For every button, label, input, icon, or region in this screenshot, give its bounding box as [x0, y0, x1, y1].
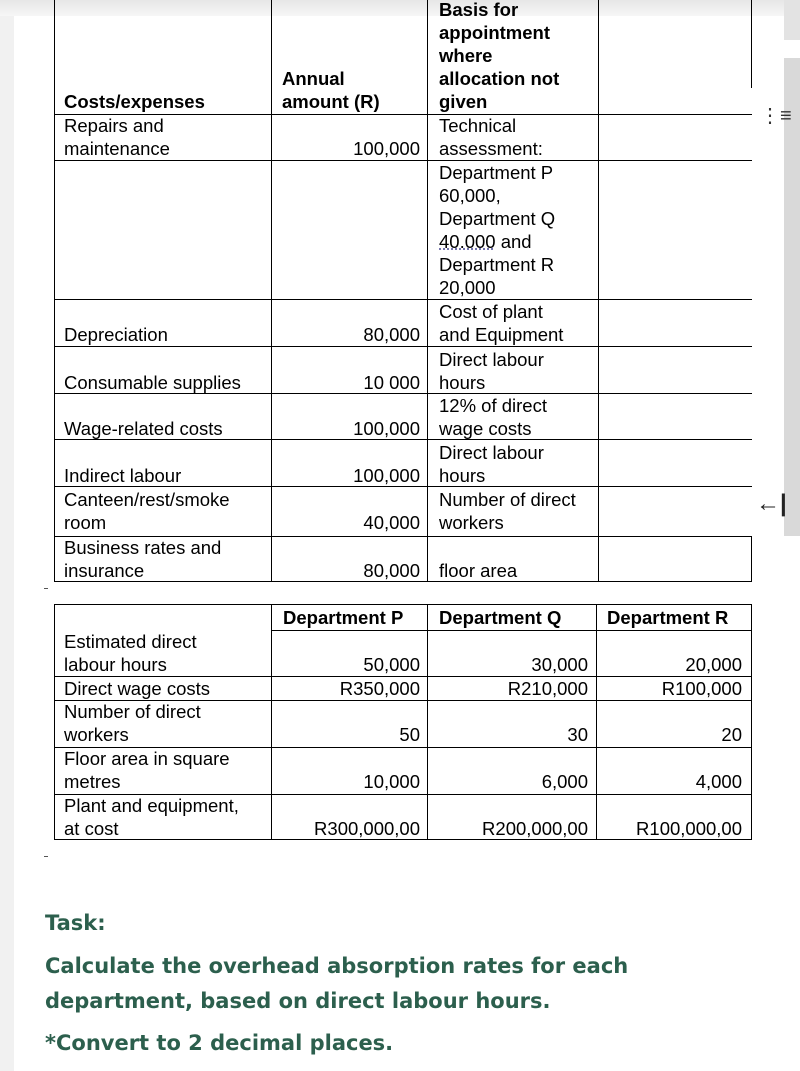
- row-plant-label-1: Plant and equipment,: [64, 795, 239, 816]
- row-workers-label-1: Number of direct: [64, 701, 201, 722]
- header-basis-1: Basis for: [439, 0, 519, 20]
- collapse-left-icon[interactable]: ←|: [756, 490, 787, 517]
- row-consumables-basis-1: Direct labour: [439, 349, 544, 370]
- workers-p: 50: [399, 724, 420, 745]
- task-line-1: Calculate the overhead absorption rates for each: [45, 954, 629, 978]
- row-floor-area-label-1: Floor area in square: [64, 748, 230, 769]
- row-wage-related-basis-2: wage costs: [439, 418, 532, 439]
- row-consumables-basis-2: hours: [439, 372, 486, 393]
- row-canteen-amount: 40,000: [363, 512, 420, 533]
- labour-hours-q: 30,000: [531, 654, 588, 675]
- row-repairs-basis-2: assessment:: [439, 138, 543, 159]
- row-labour-hours-label-2: labour hours: [64, 654, 167, 675]
- row-depreciation-label: Depreciation: [64, 324, 168, 345]
- task-line-2: department, based on direct labour hours.: [45, 989, 551, 1013]
- row-business-rates-basis: floor area: [439, 560, 518, 581]
- header-amount: amount (R): [282, 91, 380, 112]
- row-repairs-basis-1: Technical: [439, 115, 517, 136]
- row-canteen-label-2: room: [64, 512, 107, 533]
- header-basis-2: appointment: [439, 22, 550, 43]
- header-basis-3: where: [439, 45, 493, 66]
- header-basis-5: given: [439, 91, 488, 112]
- row-business-rates-amount: 80,000: [363, 560, 420, 581]
- table-marker: [44, 588, 48, 589]
- row-depreciation-basis-1: Cost of plant: [439, 301, 543, 322]
- floor-area-r: 4,000: [695, 771, 742, 792]
- plant-r: R100,000,00: [636, 818, 742, 839]
- workers-r: 20: [721, 724, 742, 745]
- scroll-track-top: [784, 0, 800, 40]
- row-wage-costs-label: Direct wage costs: [64, 678, 210, 699]
- left-margin: [0, 0, 14, 1071]
- dept-q-amount: 40.000: [439, 231, 496, 252]
- header-annual: Annual: [282, 68, 345, 89]
- floor-area-q: 6,000: [541, 771, 588, 792]
- labour-hours-p: 50,000: [363, 654, 420, 675]
- side-panel-strip: [784, 58, 800, 536]
- list-icon[interactable]: ⋮≡: [760, 105, 792, 127]
- header-department-r: Department R: [607, 607, 729, 628]
- wage-costs-r: R100,000: [661, 678, 742, 699]
- row-consumables-amount: 10 000: [363, 372, 420, 393]
- row-labour-hours-label-1: Estimated direct: [64, 631, 197, 652]
- row-repairs-label-1: Repairs and: [64, 115, 164, 136]
- row-floor-area-label-2: metres: [64, 771, 121, 792]
- row-wage-related-basis-1: 12% of direct: [439, 395, 547, 416]
- row-indirect-labour-basis-2: hours: [439, 465, 486, 486]
- row-plant-label-2: at cost: [64, 818, 119, 839]
- row-business-rates-label-1: Business rates and: [64, 537, 222, 558]
- row-indirect-labour-basis-1: Direct labour: [439, 442, 544, 463]
- row-repairs-basis-7: Department R: [439, 254, 555, 275]
- row-canteen-label-1: Canteen/rest/smoke: [64, 489, 230, 510]
- wage-costs-p: R350,000: [339, 678, 420, 699]
- row-repairs-basis-8: 20,000: [439, 277, 496, 298]
- row-indirect-labour-amount: 100,000: [353, 465, 420, 486]
- row-repairs-basis-3: Department P: [439, 162, 554, 183]
- row-canteen-basis-2: workers: [439, 512, 504, 533]
- row-repairs-amount: 100,000: [353, 138, 420, 159]
- cost-allocation-table: [54, 0, 754, 582]
- row-repairs-basis-4: 60,000,: [439, 185, 501, 206]
- table-marker-2: [44, 856, 48, 857]
- row-wage-related-label: Wage-related costs: [64, 418, 223, 439]
- header-department-q: Department Q: [439, 607, 562, 628]
- plant-q: R200,000,00: [482, 818, 588, 839]
- row-canteen-basis-1: Number of direct: [439, 489, 576, 510]
- header-department-p: Department P: [283, 607, 404, 628]
- department-table: [54, 604, 752, 840]
- plant-p: R300,000,00: [314, 818, 420, 839]
- row-depreciation-amount: 80,000: [363, 324, 420, 345]
- header-costs-expenses: Costs/expenses: [64, 91, 205, 112]
- task-note: *Convert to 2 decimal places.: [45, 1031, 394, 1055]
- row-business-rates-label-2: insurance: [64, 560, 145, 581]
- and-word: and: [500, 231, 532, 252]
- wage-costs-q: R210,000: [507, 678, 588, 699]
- header-basis-4: allocation not: [439, 68, 560, 89]
- labour-hours-r: 20,000: [685, 654, 742, 675]
- row-repairs-label-2: maintenance: [64, 138, 170, 159]
- row-workers-label-2: workers: [64, 724, 129, 745]
- row-indirect-labour-label: Indirect labour: [64, 465, 182, 486]
- workers-q: 30: [567, 724, 588, 745]
- floor-area-p: 10,000: [363, 771, 420, 792]
- task-heading: Task:: [45, 911, 106, 935]
- row-depreciation-basis-2: and Equipment: [439, 324, 564, 345]
- row-consumables-label: Consumable supplies: [64, 372, 241, 393]
- row-repairs-basis-5: Department Q: [439, 208, 556, 229]
- row-wage-related-amount: 100,000: [353, 418, 420, 439]
- row-repairs-basis-6: [439, 230, 532, 253]
